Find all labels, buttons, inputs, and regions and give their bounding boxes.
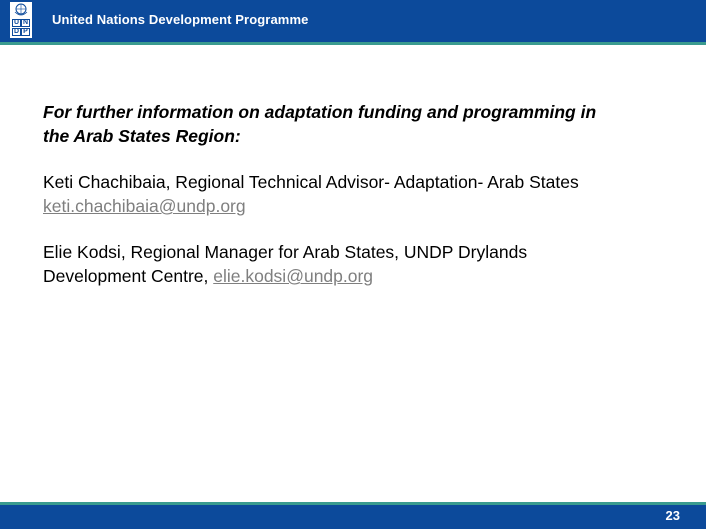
header-divider bbox=[0, 42, 706, 45]
contact-elie-line-1: Elie Kodsi, Regional Manager for Arab States, UNDP Drylands bbox=[43, 242, 528, 262]
logo-letter-p: P bbox=[21, 28, 30, 36]
undp-logo bbox=[10, 2, 32, 38]
contact-keti-email-link[interactable]: keti.chachibaia@undp.org bbox=[43, 196, 246, 216]
contact-keti-text: Keti Chachibaia, Regional Technical Advisor- Adaptation- Arab States bbox=[43, 172, 579, 192]
page-number: 23 bbox=[665, 508, 680, 523]
slide-heading bbox=[43, 100, 693, 148]
contact-keti bbox=[43, 170, 693, 218]
logo-letter-u: U bbox=[13, 19, 20, 26]
header-bar bbox=[0, 0, 706, 42]
logo-letter-n: N bbox=[22, 19, 29, 26]
heading-line-1: For further information on adaptation funding and programming in bbox=[43, 102, 597, 122]
contact-elie-email-link[interactable]: elie.kodsi@undp.org bbox=[213, 266, 374, 286]
slide-content bbox=[43, 100, 693, 310]
logo-letter-d: D bbox=[13, 28, 20, 35]
contact-elie-text: Development Centre, bbox=[43, 266, 214, 286]
footer-bar bbox=[0, 505, 706, 529]
contact-elie bbox=[43, 240, 693, 288]
un-emblem-icon bbox=[12, 3, 30, 17]
heading-line-2: the Arab States Region: bbox=[43, 126, 241, 146]
header-title: United Nations Development Programme bbox=[52, 12, 309, 27]
